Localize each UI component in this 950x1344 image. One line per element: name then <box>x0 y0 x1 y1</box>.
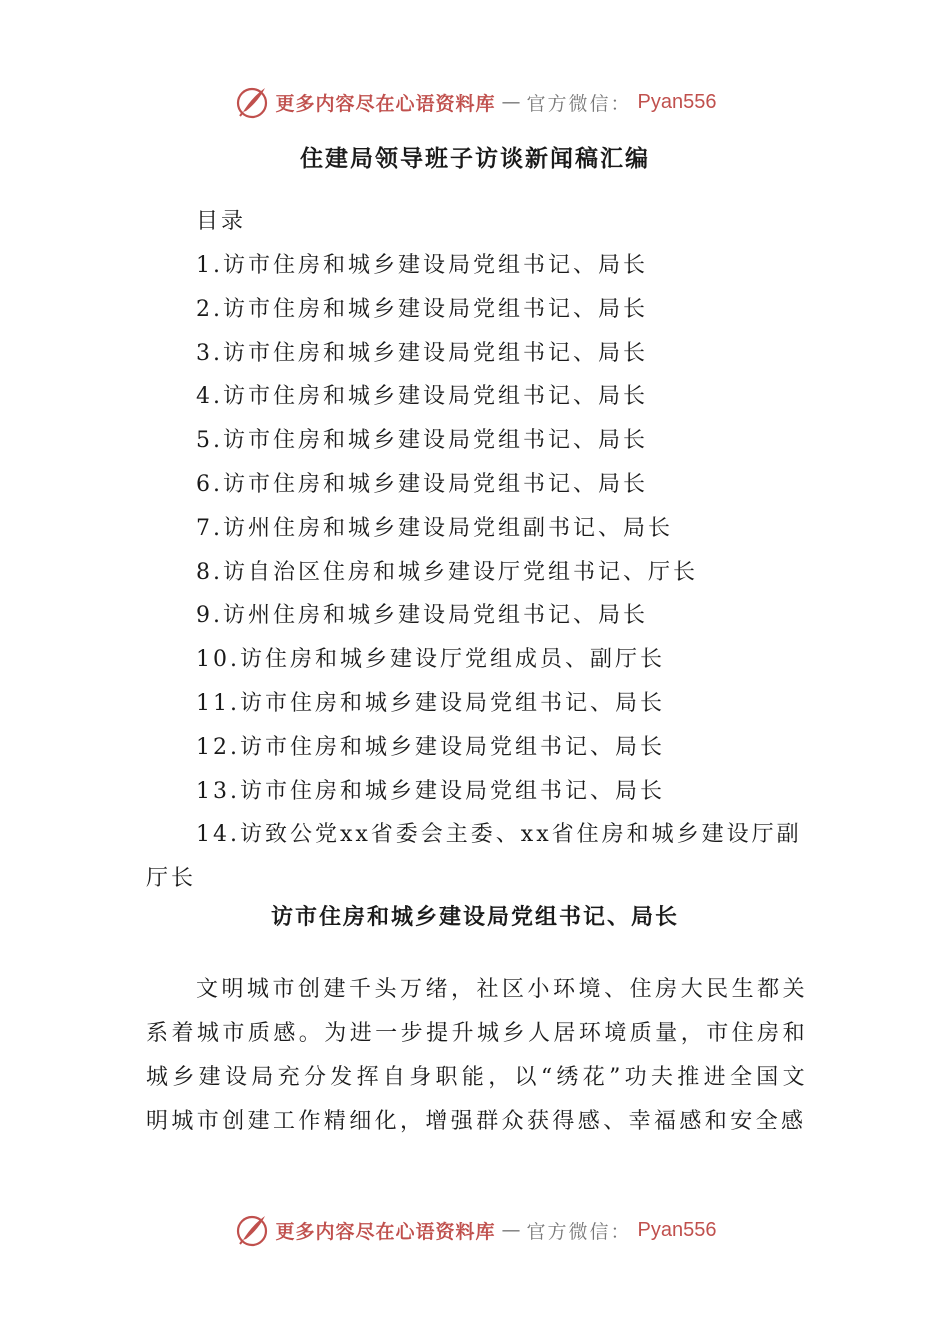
toc-item: 8.访自治区住房和城乡建设厅党组书记、厅长 <box>196 559 698 585</box>
toc-item: 9.访州住房和城乡建设局党组书记、局长 <box>196 603 648 629</box>
toc-item: 14.访致公党xx省委会主委、xx省住房和城乡建设厅副厅长 <box>146 822 802 892</box>
watermark-separator: — <box>501 1219 521 1241</box>
watermark-wechat-id: Pyan556 <box>637 1218 717 1241</box>
toc-item: 1.访市住房和城乡建设局党组书记、局长 <box>196 253 648 278</box>
toc-item: 4.访市住房和城乡建设局党组书记、局长 <box>196 384 648 410</box>
quill-pen-logo-icon <box>234 1212 270 1248</box>
watermark-site-text: 更多内容尽在心语资料库 <box>275 92 496 115</box>
toc-item: 10.访住房和城乡建设厅党组成员、副厅长 <box>196 647 665 673</box>
toc-item: 7.访州住房和城乡建设局党组副书记、局长 <box>196 515 673 541</box>
body-paragraph: 文明城市创建千头万绪，社区小环境、住房大民生都关系着城市质感。为进一步提升城乡人居环境质量，市住房和城乡建设局充分发挥自身职能，以“绣花”功夫推进全国文明城市创建工作精细化，增强群众获得感、幸福感和安全感 <box>146 977 808 1134</box>
toc-item: 11.访市住房和城乡建设局党组书记、局长 <box>196 690 665 716</box>
toc-item: 13.访市住房和城乡建设局党组书记、局长 <box>196 778 665 804</box>
document-title: 住建局领导班子访谈新闻稿汇编 <box>300 146 650 172</box>
watermark-wechat-label: 官方微信： <box>526 1220 632 1243</box>
watermark-wechat-id: Pyan556 <box>637 90 717 113</box>
table-of-contents <box>146 200 808 901</box>
toc-item: 5.访市住房和城乡建设局党组书记、局长 <box>196 428 648 454</box>
toc-heading: 目录 <box>196 209 247 234</box>
toc-list <box>146 244 808 901</box>
section-title: 访市住房和城乡建设局党组书记、局长 <box>270 905 679 930</box>
watermark-site-text: 更多内容尽在心语资料库 <box>275 1220 496 1243</box>
toc-item: 12.访市住房和城乡建设局党组书记、局长 <box>196 734 665 760</box>
toc-item: 2.访市住房和城乡建设局党组书记、局长 <box>196 296 648 322</box>
watermark-wechat-label: 官方微信： <box>526 92 632 115</box>
toc-item: 6.访市住房和城乡建设局党组书记、局长 <box>196 471 648 497</box>
toc-item: 3.访市住房和城乡建设局党组书记、局长 <box>196 340 648 366</box>
watermark-header <box>0 82 950 122</box>
watermark-footer <box>0 1210 950 1250</box>
watermark-separator: — <box>501 91 521 113</box>
quill-pen-logo-icon <box>234 84 270 120</box>
